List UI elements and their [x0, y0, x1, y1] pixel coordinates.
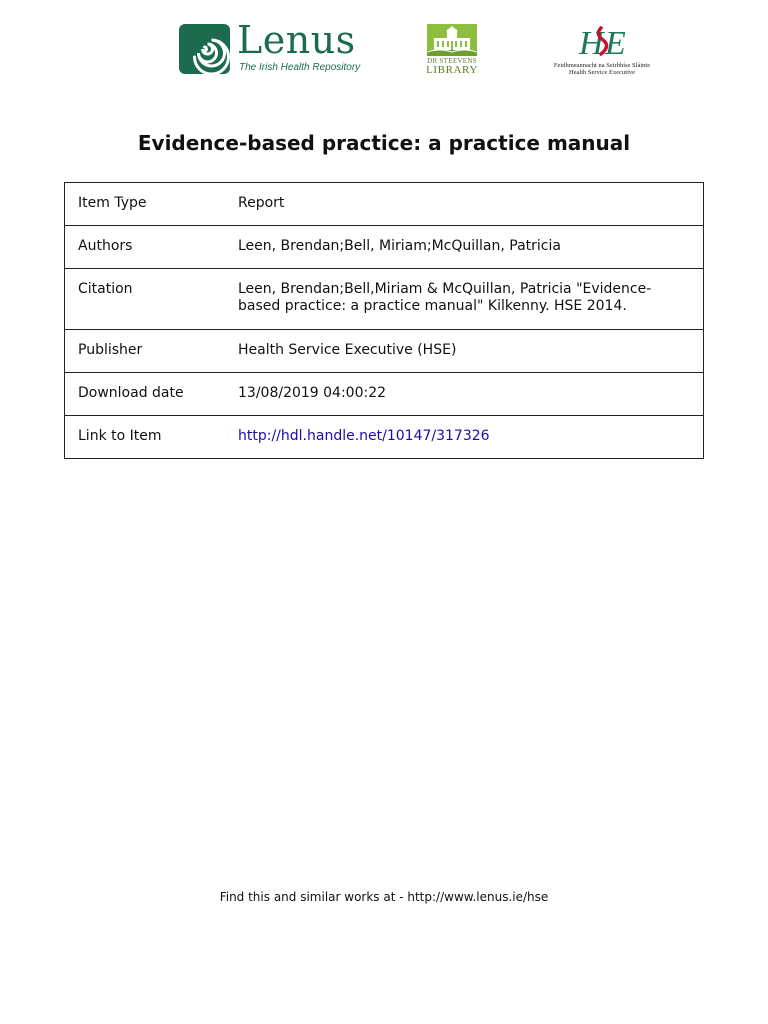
publisher-label: Publisher	[65, 330, 239, 373]
item-type-value: Report	[238, 183, 704, 226]
authors-label: Authors	[65, 226, 239, 269]
hse-logo	[552, 22, 652, 76]
link-to-item-label: Link to Item	[65, 416, 239, 459]
library-name-line2: LIBRARY	[426, 64, 478, 76]
download-date-label: Download date	[65, 373, 239, 416]
download-date-value: 13/08/2019 04:00:22	[238, 373, 704, 416]
item-link[interactable]: http://hdl.handle.net/10147/317326	[238, 428, 490, 444]
footer-text: Find this and similar works at - http://www.lenus.ie/hse	[219, 890, 549, 904]
publisher-value: Health Service Executive (HSE)	[238, 330, 704, 373]
steevens-library-logo	[425, 24, 479, 76]
authors-value: Leen, Brendan;Bell, Miriam;McQuillan, Patricia	[238, 226, 704, 269]
table-row	[65, 330, 704, 373]
lenus-spiral-icon	[179, 24, 230, 74]
library-building-icon	[427, 24, 477, 56]
hse-english-name: Health Service Executive	[568, 69, 636, 76]
table-row	[65, 416, 704, 459]
item-type-label: Item Type	[65, 183, 239, 226]
lenus-tagline: The Irish Health Repository	[239, 62, 361, 73]
table-row	[65, 226, 704, 269]
metadata-table	[64, 182, 704, 459]
table-row	[65, 269, 704, 330]
hse-wordmark-icon	[577, 22, 626, 62]
citation-label: Citation	[65, 269, 239, 330]
citation-value: Leen, Brendan;Bell,Miriam & McQuillan, Patricia "Evidence-based practice: a practice manual" Kilkenny. HSE 2014.	[238, 269, 704, 330]
svg-text:E: E	[605, 25, 626, 62]
logo-header	[0, 20, 768, 80]
svg-text:H: H	[579, 25, 604, 62]
library-name-line1: DR STEEVENS	[427, 57, 477, 65]
document-title: Evidence-based practice: a practice manual	[137, 131, 631, 155]
table-row	[65, 183, 704, 226]
lenus-logo	[179, 18, 364, 76]
lenus-wordmark: Lenus	[237, 18, 356, 62]
hse-irish-name: Feidhmeannacht na Seirbhíse Sláinte	[553, 62, 651, 69]
table-row	[65, 373, 704, 416]
link-to-item-cell	[238, 416, 704, 459]
